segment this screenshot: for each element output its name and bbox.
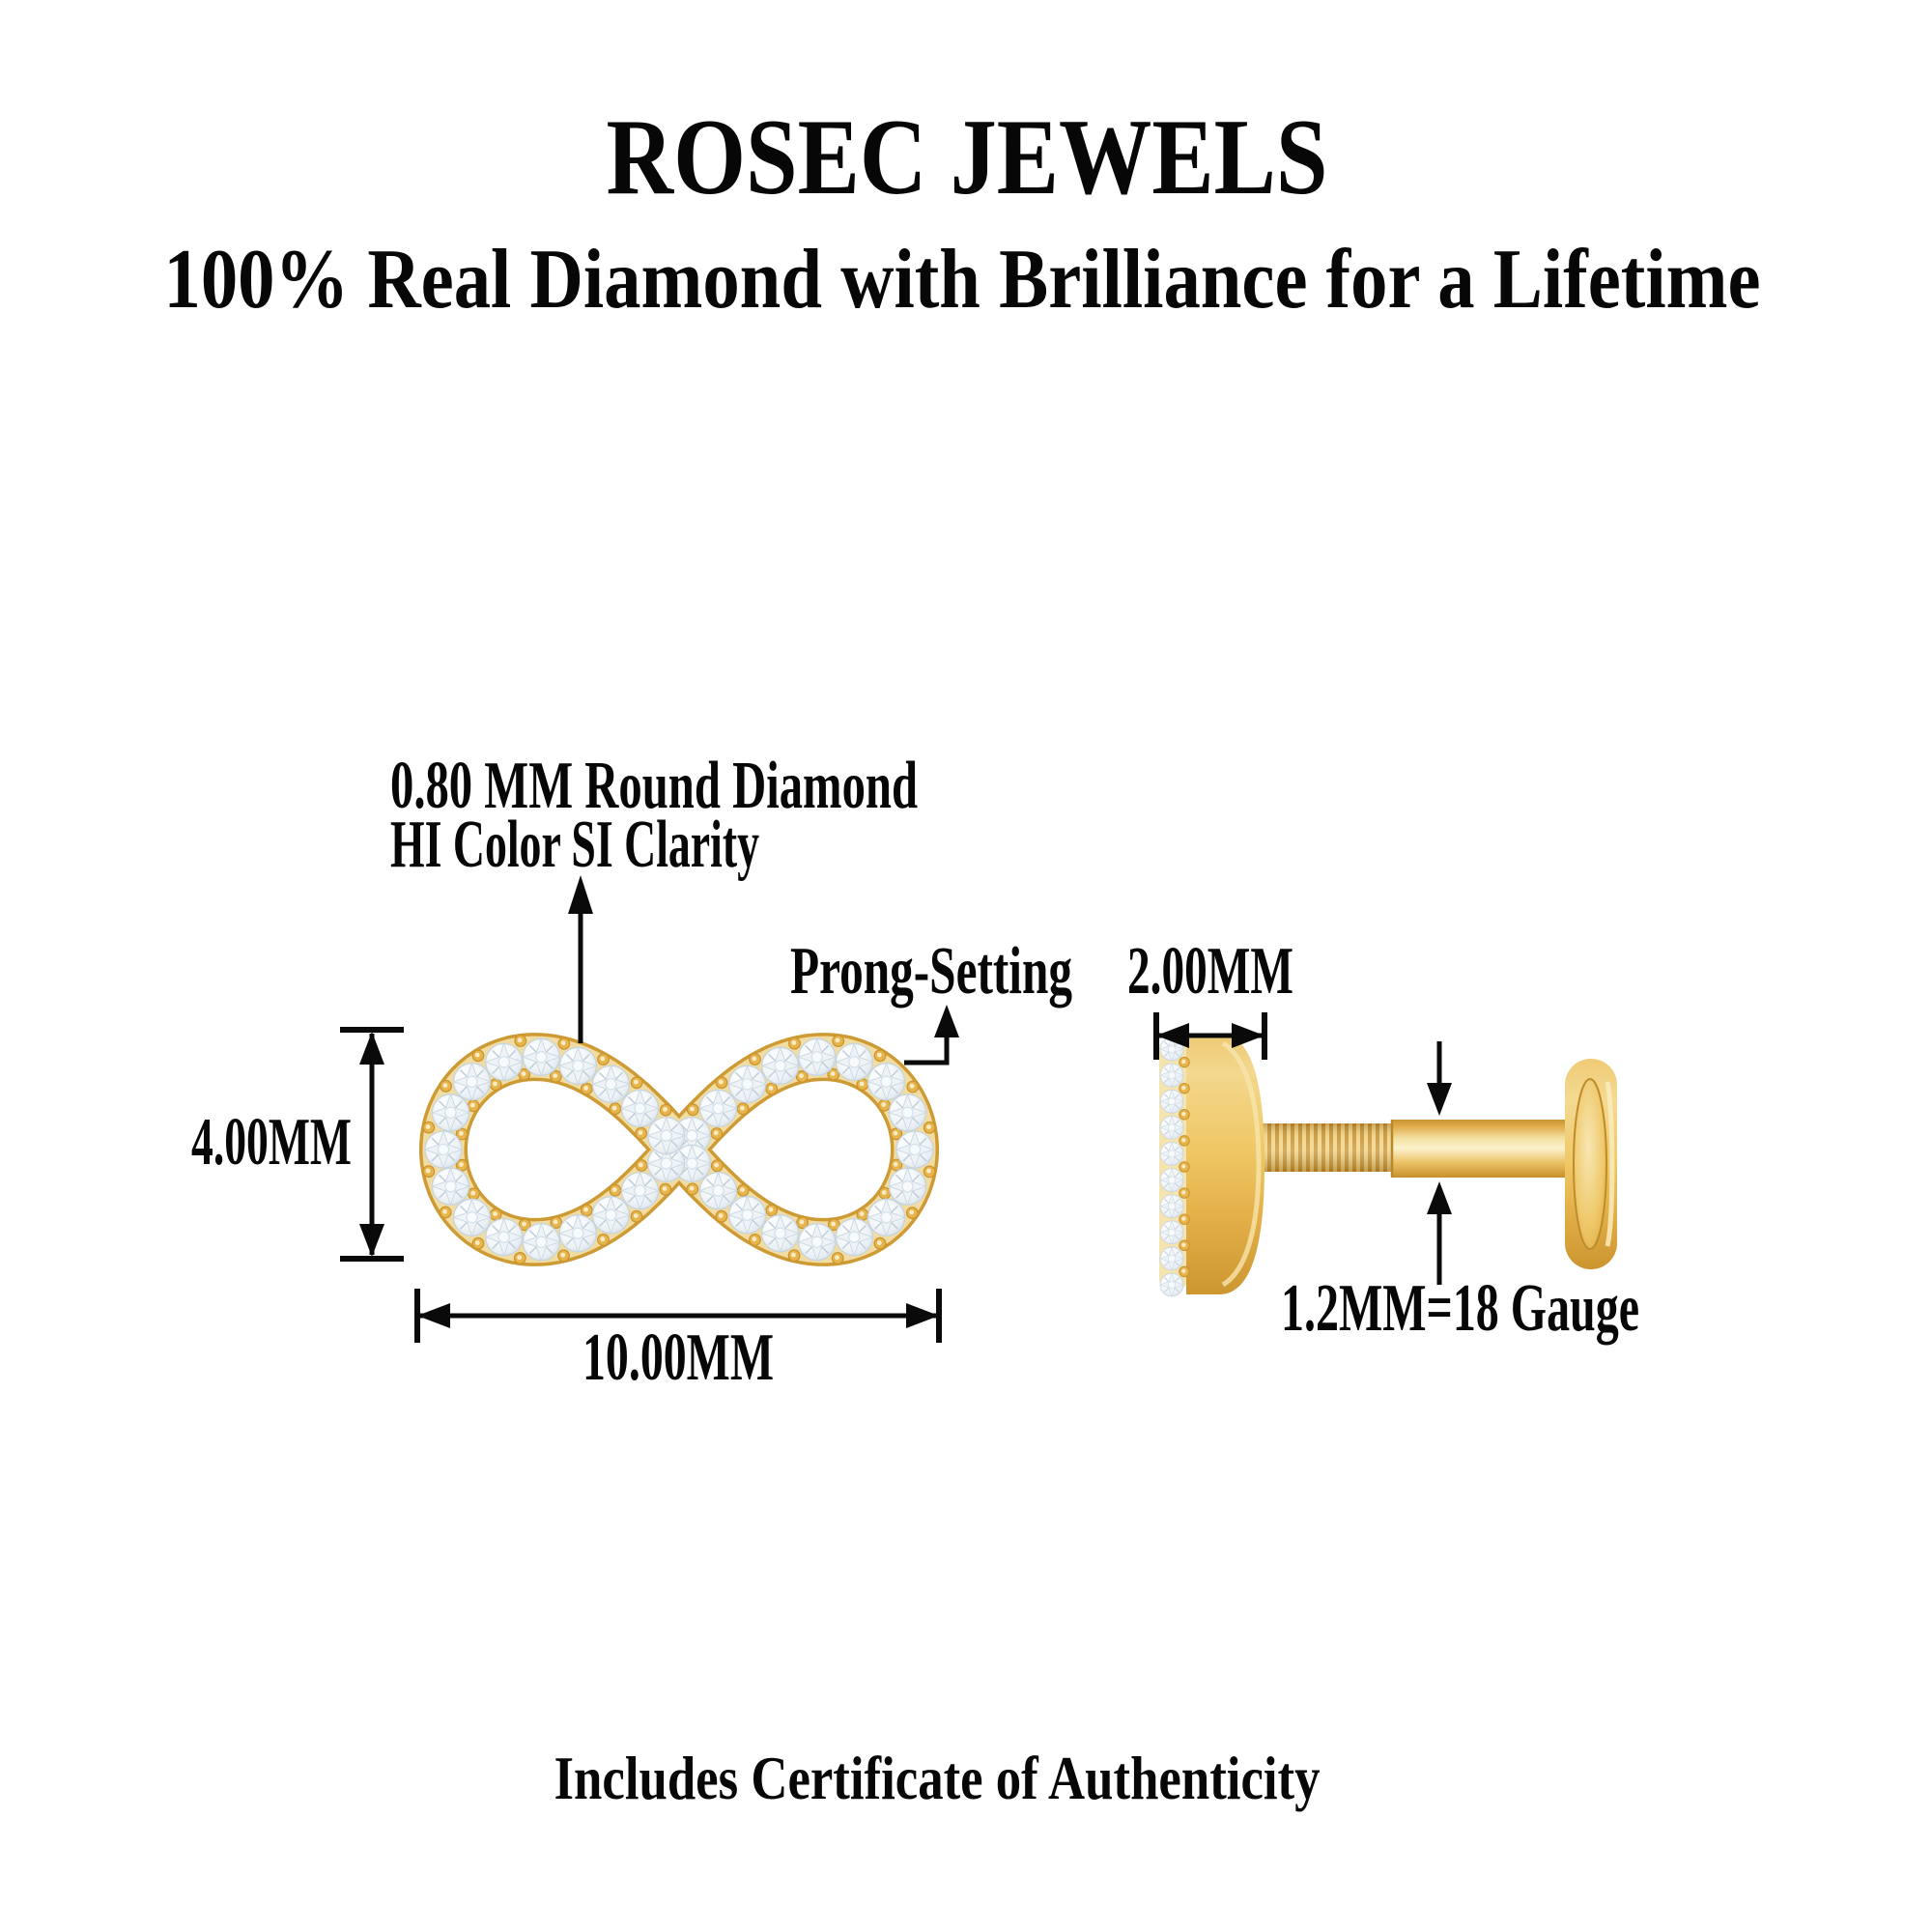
diamond-stone-side bbox=[1160, 1221, 1183, 1244]
prong-bead bbox=[874, 1237, 886, 1249]
head-body bbox=[1186, 1034, 1264, 1294]
stone-annotation-arrow bbox=[568, 875, 593, 1043]
prong-bead bbox=[582, 1205, 593, 1216]
labret-back-disc bbox=[1565, 1059, 1617, 1269]
prong-bead bbox=[737, 1103, 749, 1115]
pave-diamonds bbox=[423, 1036, 935, 1264]
prong-bead-side bbox=[1179, 1162, 1189, 1172]
prong-bead bbox=[423, 1166, 435, 1178]
diamond-stone bbox=[425, 1131, 462, 1168]
diamond-stone bbox=[454, 1199, 491, 1236]
stone-annotation-line2: HI Color SI Clarity bbox=[390, 808, 759, 882]
diamond-stone bbox=[729, 1065, 766, 1102]
prong-bead-side bbox=[1179, 1188, 1189, 1198]
prong-bead bbox=[636, 1160, 647, 1172]
prong-bead bbox=[610, 1184, 621, 1196]
prong-bead bbox=[582, 1083, 593, 1094]
prong-bead bbox=[423, 1122, 435, 1133]
brand-tagline: 100% Real Diamond with Brilliance for a Lifetime bbox=[163, 233, 1761, 327]
diamond-stone-side bbox=[1160, 1273, 1183, 1296]
prong-bead bbox=[788, 1250, 800, 1262]
prong-bead bbox=[558, 1250, 570, 1262]
prong-bead bbox=[789, 1037, 801, 1049]
prong-bead bbox=[737, 1185, 749, 1197]
prong-bead bbox=[879, 1187, 891, 1199]
prong-bead bbox=[750, 1054, 761, 1065]
diamond-stone bbox=[523, 1224, 559, 1261]
prong-bead bbox=[551, 1217, 562, 1229]
prong-bead bbox=[598, 1054, 610, 1065]
diamond-stone bbox=[454, 1064, 491, 1100]
diamond-stone bbox=[622, 1090, 659, 1126]
prong-bead bbox=[766, 1083, 778, 1094]
prong-bead bbox=[472, 1050, 484, 1062]
diamond-stone-side bbox=[1160, 1142, 1183, 1165]
diamond-stone bbox=[868, 1199, 905, 1236]
prong-bead bbox=[857, 1209, 868, 1221]
prong-bead-side bbox=[1179, 1057, 1189, 1066]
diamond-stone bbox=[486, 1219, 523, 1256]
prong-bead-side bbox=[1179, 1240, 1189, 1250]
head-width-dimension-label: 2.00MM bbox=[1127, 934, 1293, 1009]
diamond-stone bbox=[762, 1047, 799, 1084]
prong-bead bbox=[923, 1166, 935, 1178]
diamond-stone bbox=[559, 1215, 596, 1252]
diamond-stone bbox=[799, 1038, 836, 1075]
certificate-note: Includes Certificate of Authenticity bbox=[554, 1744, 1321, 1812]
diamond-stone bbox=[648, 1118, 685, 1154]
post-thickness-label: 1.2MM=18 Gauge bbox=[1281, 1271, 1639, 1346]
diamond-stone bbox=[486, 1043, 523, 1080]
prong-bead bbox=[907, 1208, 919, 1219]
prong-bead bbox=[711, 1128, 723, 1140]
post-shaft bbox=[1391, 1120, 1575, 1178]
diamond-stone bbox=[836, 1219, 872, 1256]
prong-bead bbox=[907, 1081, 919, 1093]
prong-bead bbox=[833, 1036, 844, 1047]
diamond-stone bbox=[622, 1173, 659, 1209]
diamond-stone bbox=[729, 1197, 766, 1234]
prong-bead bbox=[660, 1104, 671, 1116]
prong-setting-label: Prong-Setting bbox=[790, 934, 1072, 1009]
prong-bead bbox=[598, 1235, 610, 1246]
diamond-stone bbox=[433, 1168, 469, 1205]
prong-bead bbox=[923, 1122, 935, 1134]
prong-bead bbox=[469, 1188, 480, 1200]
diamond-stone bbox=[523, 1038, 559, 1075]
prong-bead-side bbox=[1179, 1266, 1189, 1276]
prong-bead bbox=[490, 1079, 501, 1091]
prong-bead bbox=[660, 1183, 671, 1195]
infinity-earring-front-view bbox=[423, 1036, 935, 1264]
screw-threads bbox=[1261, 1123, 1393, 1172]
prong-bead bbox=[796, 1071, 808, 1083]
prong-bead bbox=[716, 1077, 727, 1089]
prong-bead bbox=[558, 1038, 570, 1050]
stone-annotation-line1: 0.80 MM Round Diamond bbox=[390, 749, 919, 823]
diamond-stone bbox=[433, 1094, 469, 1131]
prong-bead bbox=[766, 1205, 778, 1216]
prong-bead bbox=[515, 1036, 526, 1047]
prong-bead bbox=[440, 1081, 452, 1093]
prong-bead-side bbox=[1179, 1214, 1189, 1224]
diamond-stone bbox=[559, 1047, 596, 1084]
prong-bead bbox=[490, 1209, 501, 1221]
diamond-stone-side bbox=[1160, 1195, 1183, 1218]
prong-bead bbox=[687, 1104, 698, 1116]
prong-annotation-arrow bbox=[904, 1005, 959, 1063]
prong-bead bbox=[687, 1183, 698, 1195]
diamond-stone bbox=[592, 1065, 629, 1102]
prong-bead-side bbox=[1179, 1136, 1189, 1146]
prong-bead bbox=[874, 1050, 886, 1062]
prong-bead bbox=[631, 1077, 642, 1089]
prong-bead bbox=[440, 1207, 451, 1218]
prong-bead bbox=[636, 1127, 647, 1139]
diamond-stone-side bbox=[1160, 1116, 1183, 1139]
prong-bead bbox=[712, 1160, 724, 1172]
diamond-stone bbox=[700, 1173, 737, 1209]
diamond-stone bbox=[896, 1131, 933, 1168]
prong-bead bbox=[515, 1253, 526, 1264]
diamond-stone-side bbox=[1160, 1090, 1183, 1113]
prong-bead bbox=[468, 1100, 479, 1112]
diamond-stone bbox=[592, 1197, 629, 1234]
height-dimension-label: 4.00MM bbox=[191, 1105, 352, 1179]
prong-bead bbox=[716, 1210, 727, 1222]
diamond-stone bbox=[890, 1168, 926, 1205]
diamond-stone bbox=[836, 1043, 872, 1080]
brand-title: ROSEC JEWELS bbox=[606, 98, 1328, 217]
diamond-stone bbox=[890, 1094, 926, 1131]
prong-bead-side bbox=[1179, 1083, 1189, 1093]
prong-bead bbox=[857, 1079, 868, 1091]
prong-bead bbox=[832, 1253, 843, 1264]
diamond-stone bbox=[762, 1215, 799, 1252]
earring-side-view bbox=[1127, 934, 1639, 1346]
diamond-stone bbox=[700, 1090, 737, 1126]
prong-bead bbox=[879, 1099, 891, 1111]
prong-bead bbox=[631, 1211, 642, 1223]
diamond-stone-side bbox=[1160, 1064, 1183, 1087]
earring-head bbox=[1159, 1034, 1264, 1296]
prong-bead bbox=[610, 1103, 621, 1115]
diamond-stone bbox=[868, 1064, 905, 1100]
diamond-stone-side bbox=[1160, 1169, 1183, 1192]
diamond-stone bbox=[799, 1224, 836, 1261]
prong-bead-side bbox=[1179, 1110, 1189, 1120]
prong-bead bbox=[472, 1237, 484, 1249]
prong-bead bbox=[750, 1235, 761, 1246]
width-dimension-label: 10.00MM bbox=[582, 1321, 774, 1395]
diamond-stone-side bbox=[1160, 1247, 1183, 1270]
